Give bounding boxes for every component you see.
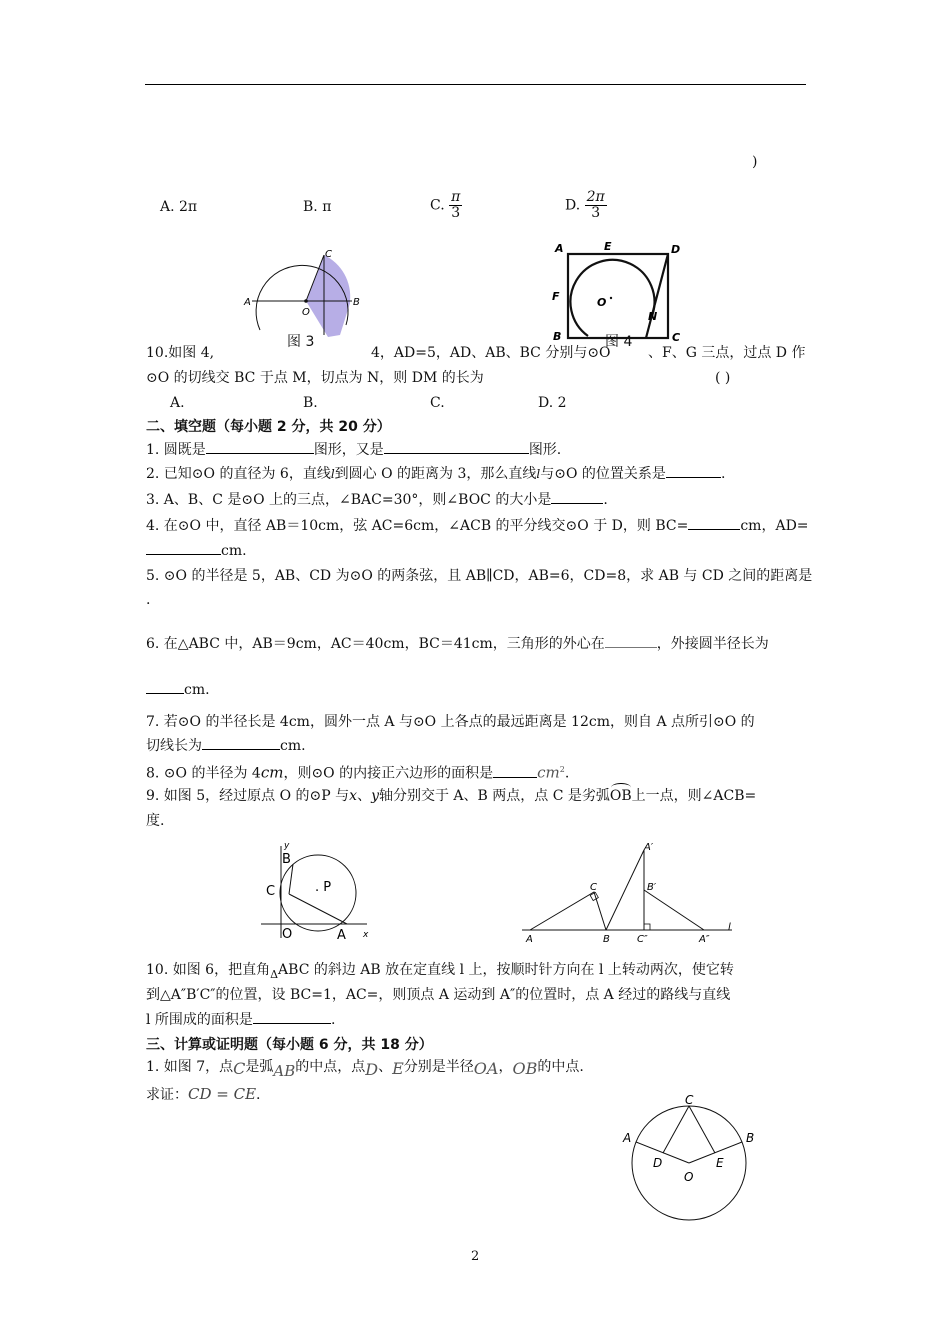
s3-q1-b: 是弧 xyxy=(245,1059,274,1075)
s2-q10-blank xyxy=(253,1010,331,1024)
fig5-label-y: y xyxy=(284,841,290,851)
fig6-b1a2 xyxy=(644,890,704,930)
option-a: A. 2π xyxy=(160,199,198,215)
section2-title: 二、填空题（每小题 2 分，共 20 分） xyxy=(146,419,391,435)
fig3-label-o: O xyxy=(302,307,310,318)
s3-q1-e-var: E xyxy=(392,1059,404,1078)
q10-line1-b: 4，AD=5，AD、AB、BC 分别与⊙O xyxy=(371,345,611,361)
s2-q8-a: 8. ⊙O 的半径为 4 xyxy=(146,765,261,782)
s2-q10-line3 xyxy=(146,1010,335,1030)
s2-q8-unit: cm xyxy=(260,763,284,782)
fig6-triangle-a1b xyxy=(606,850,644,930)
s2-q2-c: 与⊙O 的位置关系是 xyxy=(540,466,666,482)
option-b: B. π xyxy=(303,199,332,215)
s2-q10-a: 10. 如图 6，把直角 xyxy=(146,962,271,978)
s2-q6-cont xyxy=(146,680,210,700)
fig7-cd xyxy=(663,1106,689,1153)
fig6-label-b1: B′ xyxy=(647,882,657,893)
fig4-label-b: B xyxy=(553,330,562,343)
fig3-shade-upper xyxy=(306,255,350,301)
fig6-label-b: B xyxy=(603,934,610,944)
fig7-label-e: E xyxy=(716,1156,724,1170)
s2-q2 xyxy=(146,464,725,484)
top-paren: ) xyxy=(752,154,758,170)
s2-q9-x: x xyxy=(349,788,358,804)
figure-5 xyxy=(255,838,375,944)
s2-q3-blank xyxy=(551,490,603,504)
s2-q7-c: cm. xyxy=(280,738,306,754)
fig7-label-d: D xyxy=(653,1156,663,1170)
s2-q8 xyxy=(146,760,569,784)
option-c-prefix: C. xyxy=(430,197,445,214)
s3-q1-ob-var: OB xyxy=(512,1059,538,1078)
option-d-den: 3 xyxy=(591,205,601,221)
s2-q10-e: . xyxy=(330,1012,336,1028)
s2-q1-a: 1. 圆既是 xyxy=(146,442,206,458)
s2-q4-blank1 xyxy=(688,516,740,530)
fig4-center-dot xyxy=(610,297,612,299)
s3-q1 xyxy=(146,1057,584,1081)
q10-line1-a: 10.如图 4, xyxy=(146,345,215,361)
s2-q10-b: ABC 的斜边 AB 放在定直线 l 上，按顺时针方向在 l 上转动两次，使它转 xyxy=(278,962,734,978)
s2-q1-blank1 xyxy=(206,440,314,454)
option-d-fraction xyxy=(585,190,607,221)
fig4-label-a: A xyxy=(555,242,564,255)
fig7-ce xyxy=(689,1106,715,1153)
fig3-caption: 图 3 xyxy=(287,334,315,350)
s2-q9-end: 度. xyxy=(146,813,165,829)
s3-q1-f: ， xyxy=(498,1059,513,1075)
option-d xyxy=(565,190,607,221)
fig4-label-e: E xyxy=(604,240,612,253)
fig7-label-o: O xyxy=(684,1170,694,1184)
q10-opt-a: A. xyxy=(170,395,185,411)
s2-q7: 7. 若⊙O 的半径长是 4cm，圆外一点 A 与⊙O 上各点的最远距离是 12cm，则自 A 点所引⊙O 的 xyxy=(146,714,755,730)
header-rule xyxy=(145,84,806,85)
s2-q7-cont xyxy=(146,736,306,756)
figure-4 xyxy=(550,240,690,345)
s2-q9-arc-text: OB xyxy=(609,788,632,804)
fig6-label-a2: A″ xyxy=(699,934,710,944)
s2-q4-a: 4. 在⊙O 中，直径 AB＝10cm，弦 AC=6cm，∠ACB 的平分线交⊙O 于 D，则 BC= xyxy=(146,518,689,534)
s2-q4-blank2 xyxy=(146,541,221,555)
s2-q4-c: cm. xyxy=(221,543,247,559)
q10-line1-c: 、F、G 三点，过点 D 作 xyxy=(648,345,806,361)
s2-q1-b: 图形，又是 xyxy=(313,442,384,458)
fig3-label-b: B xyxy=(353,297,360,308)
s2-q10-tri: Δ xyxy=(270,968,279,981)
fig6-label-a: A xyxy=(526,934,533,944)
s3-q1-c-var: C xyxy=(233,1059,246,1078)
s2-q8-blank xyxy=(493,764,537,778)
q10-line2: ⊙O 的切线交 BC 于点 M，切点为 N，则 DM 的长为 xyxy=(146,370,484,386)
q10-opt-d: D. 2 xyxy=(538,395,567,411)
option-c-fraction xyxy=(449,190,462,221)
fig6-label-c2: C″ xyxy=(637,934,648,944)
fig5-ca xyxy=(289,894,347,924)
s2-q3 xyxy=(146,490,608,510)
fig4-caption: 图 4 xyxy=(605,334,633,350)
option-d-prefix: D. xyxy=(565,197,581,214)
s3-prove-b: CD = CE xyxy=(188,1085,257,1103)
s2-q9-d: 上一点，则∠ACB= xyxy=(631,788,757,804)
s2-q10 xyxy=(146,960,734,985)
fig4-label-d: D xyxy=(671,243,681,256)
s2-q10-line2: 到△A″B′C″的位置，设 BC=1，AC=，则顶点 A 运动到 A″的位置时，点 A 经过的路线与直线 xyxy=(146,987,731,1003)
s3-q1-c: 的中点，点 xyxy=(295,1059,366,1075)
fig6-triangle-abc xyxy=(530,892,606,930)
s2-q7-b: 切线长为 xyxy=(146,738,202,754)
s2-q5: 5. ⊙O 的半径是 5，AB、CD 为⊙O 的两条弦，且 AB∥CD，AB=6，CD=8，求 AB 与 CD 之间的距离是 xyxy=(146,568,813,584)
option-c-num: π xyxy=(451,189,461,205)
option-d-num: 2π xyxy=(586,189,605,205)
s2-q6 xyxy=(146,634,769,654)
fig5-label-b: B xyxy=(282,852,291,867)
fig4-label-o: O xyxy=(597,296,607,309)
s2-q1-c: 图形. xyxy=(528,442,562,458)
s2-q8-c: . xyxy=(564,765,570,782)
fig6-label-l: l xyxy=(728,922,731,933)
s2-q1 xyxy=(146,440,561,460)
s2-q9-c: 轴分别交于 A、B 两点，点 C 是劣弧 xyxy=(378,788,610,804)
fig7-label-c: C xyxy=(685,1093,694,1107)
s3-q1-a: 1. 如图 7，点 xyxy=(146,1059,234,1075)
fig5-label-x: x xyxy=(363,930,369,940)
s2-q2-d: . xyxy=(720,466,726,482)
fig3-label-a: A xyxy=(244,297,251,308)
s2-q3-a: 3. A、B、C 是⊙O 上的三点，∠BAC=30°，则∠BOC 的大小是 xyxy=(146,492,552,508)
fig7-label-b: B xyxy=(746,1131,755,1145)
s3-q1-e: 分别是半径 xyxy=(403,1059,474,1075)
s3-prove-c: . xyxy=(256,1087,261,1103)
s2-q2-a: 2. 已知⊙O 的直径为 6，直线 xyxy=(146,466,331,482)
s2-q9-arc xyxy=(610,786,632,806)
s2-q6-blank2 xyxy=(146,680,184,694)
s3-q1-ab-var: AB xyxy=(273,1062,296,1080)
s2-q4 xyxy=(146,516,809,536)
fig4-circle xyxy=(570,260,654,336)
s2-q10-d: l 所围成的面积是 xyxy=(146,1012,253,1028)
fig5-label-o: O xyxy=(282,927,293,942)
s2-q2-l2: l xyxy=(536,467,541,481)
s2-q2-l1: l xyxy=(330,467,335,481)
s2-q6-blank1 xyxy=(605,634,657,648)
s2-q4-cont xyxy=(146,541,247,561)
s2-q3-b: . xyxy=(603,492,608,508)
fig3-label-c: C xyxy=(325,249,332,260)
s2-q9-arc-mark xyxy=(611,783,631,792)
s2-q9-a: 9. 如图 5，经过原点 O 的⊙P 与 xyxy=(146,788,350,804)
fig5-label-p: . P xyxy=(315,880,332,895)
fig4-rectangle xyxy=(568,254,668,338)
s2-q8-unit2: cm xyxy=(537,763,560,782)
fig6-label-a1: A′ xyxy=(644,842,654,853)
fig4-label-f: F xyxy=(552,290,560,303)
s2-q7-blank xyxy=(202,736,280,750)
page-number: 2 xyxy=(471,1249,480,1264)
s2-q1-blank2 xyxy=(384,440,529,454)
fig3-center-dot xyxy=(304,299,308,303)
fig6-right-angle-c2 xyxy=(644,924,650,930)
s3-prove xyxy=(146,1084,261,1105)
s3-q1-g: 的中点. xyxy=(537,1059,584,1075)
option-c-den: 3 xyxy=(451,205,461,221)
s2-q9-b: 、 xyxy=(357,788,372,804)
s2-q6-c: cm. xyxy=(184,682,210,698)
section3-title: 三、计算或证明题（每小题 6 分，共 18 分） xyxy=(146,1037,433,1053)
figure-3 xyxy=(240,245,370,345)
s2-q8-sup: 2 xyxy=(559,765,565,774)
s3-q1-d-var: D xyxy=(365,1060,379,1079)
fig4-label-n: N xyxy=(648,310,658,323)
figure-6 xyxy=(518,838,738,944)
s2-q2-b: 到圆心 O 的距离为 3，那么直线 xyxy=(334,466,537,482)
s2-q9-y: y xyxy=(371,788,379,804)
s2-q6-a: 6. 在△ABC 中，AB＝9cm，AC＝40cm，BC＝41cm，三角形的外心在 xyxy=(146,636,605,652)
q10-paren: ( ) xyxy=(715,370,731,386)
fig5-label-a: A xyxy=(337,928,346,943)
fig4-label-c: C xyxy=(672,331,681,344)
s3-prove-a: 求证： xyxy=(146,1087,188,1103)
option-c xyxy=(430,190,462,221)
s3-q1-oa-var: OA xyxy=(473,1059,499,1078)
q10-opt-b: B. xyxy=(303,395,318,411)
q10-opt-c: C. xyxy=(430,395,445,411)
s2-q5-end: . xyxy=(146,592,151,608)
fig6-label-c: C xyxy=(590,882,597,893)
figure-7 xyxy=(620,1090,770,1225)
s2-q2-blank xyxy=(666,464,721,478)
fig5-label-c: C xyxy=(266,884,276,899)
s2-q8-b: ，则⊙O 的内接正六边形的面积是 xyxy=(283,765,494,782)
s3-q1-d: 、 xyxy=(378,1059,393,1075)
s2-q4-b: cm，AD= xyxy=(740,518,809,534)
fig4-tangent-dm xyxy=(646,254,668,338)
fig7-label-a: A xyxy=(623,1131,632,1145)
s2-q6-b: ，外接圆半径长为 xyxy=(656,636,769,652)
fig7-radius-oa xyxy=(636,1142,689,1163)
s2-q9 xyxy=(146,786,756,806)
